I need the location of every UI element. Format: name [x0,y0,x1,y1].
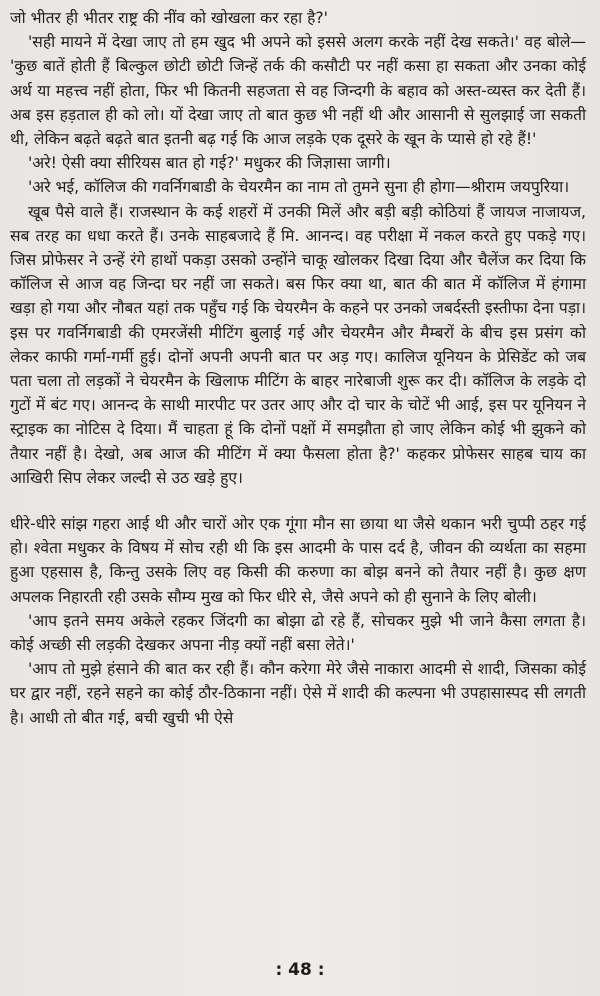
page-number: : 48 : [275,960,325,980]
paragraph-6: धीरे-धीरे सांझ गहरा आई थी और चारों ओर एक गूंगा मौन सा छाया था जैसे थकान भरी चुप्पी ठहर गई हो। श्वेता मधुकर के विषय में सोच रही थी कि इस आदमी के पास दर्द है, जीवन की व्यर्थता का सहमा हुआ एहसास है, किन्तु उसके लिए वह किसी की करुणा का बोझ बनने को तैयार नहीं है। कुछ क्षण अपलक निहारती रही उसके सौम्य मुख को फिर धीरे से, जैसे अपने को ही सुनाने के लिए बोली। [10,515,586,606]
paragraph-4: 'अरे भई, कॉलिज की गवर्निगबाडी के चेयरमैन का नाम तो तुमने सुना ही होगा—श्रीराम जयपुरिया। [28,178,570,197]
paragraph-1: जो भीतर ही भीतर राष्ट्र की नींव को खोखला कर रहा है?' [10,9,328,27]
paragraph-7: 'आप इतने समय अकेले रहकर जिंदगी का बोझा ढो रहे हैं, सोचकर मुझे भी जाने कैसा लगता है। कोई अच्छी सी लड़की देखकर अपना नीड़ क्यों नहीं बसा लेते।' [10,611,586,655]
paragraph-2: 'सही मायने में देखा जाए तो हम खुद भी अपने को इससे अलग करके नहीं देख सकते।' वह बोले— 'कुछ बातें होती हैं बिल्कुल छोटी छोटी जिन्हें तर्क की कसौटी पर नहीं कसा हा सकता और उनका कोई अर्थ या महत्त्व नहीं होता, फिर भी कितनी सहजता से वह जिन्दगी के बहाव को अस्त-व्यस्त कर देती हैं। अब इस हड़ताल ही को लो। यों देखा जाए तो बात कुछ भी नहीं थी और आसानी से सुलझाई जा सकती थी, लेकिन बढ़ते बढ़ते बात इतनी बढ़ गई कि आज लड़के एक दूसरे के खून के प्यासे हो रहे हैं!' [10,33,586,149]
paragraph-3: 'अरे! ऐसी क्या सीरियस बात हो गई?' मधुकर की जिज्ञासा जागी। [28,154,391,173]
paragraph-8: 'आप तो मुझे हंसाने की बात कर रही हैं। कौन करेगा मेरे जैसे नाकारा आदमी से शादी, जिसका कोई घर द्वार नहीं, रहने सहने का कोई ठौर-ठिकाना नहीं। ऐसे में शादी की कल्पना भी उपहासास्पद सी लगती है। आधी तो बीत गई, बची खुची भी ऐसे [10,660,586,727]
paragraph-5: खूब पैसे वाले हैं। राजस्थान के कई शहरों में उनकी मिलें और बड़ी बड़ी कोठियां हैं जायज नाजायज, सब तरह का धधा करते हैं। उनके साहबजादे हैं मि. आनन्द। वह परीक्षा में नकल करते हुए पकड़े गए। जिस प्रोफेसर ने उन्हें रंगे हाथों पकड़ा उसको उन्होंने चाकू खोलकर दिखा दिया और चैलेंज कर दिया कि कॉलिज से आज वह जिन्दा घर नहीं जा सकते। बस फिर क्या था, बात की बात में कॉलिज में हंगामा खड़ा हो गया और नौबत यहां तक पहुँच गई कि चेयरमैन के कहने पर उनको जबर्दस्ती इस्तीफा देना पड़ा। इस पर गवर्निगबाडी की एमरजेंसी मीटिंग बुलाई गई और चेयरमैन और मैम्बरों के बीच इस प्रसंग को लेकर काफी गर्मा-गर्मी हुई। दोनों अपनी अपनी बात पर अड़ गए। कालिज यूनियन के प्रेसिडेंट को जब पता चला तो लड़कों ने चेयरमैन के खिलाफ मीटिंग के बाहर नारेबाजी शुरू कर दी। कॉलिज के लड़के दो गुटों में बंट गए। आनन्द के साथी मारपीट पर उतर आए और दो चार के चोटें भी आई, इस पर यूनियन ने स्ट्राइक का नोटिस दे दिया। मैं चाहता हूं कि दोनों पक्षों में समझौता हो जाए लेकिन कोई भी झुकने को तैयार नहीं है। देखो, अब आज की मीटिंग में क्या फैसला होता है?' कहकर प्रोफेसर साहब चाय का आखिरी सिप लेकर जल्दी से उठ खड़े हुए। [10,202,586,487]
